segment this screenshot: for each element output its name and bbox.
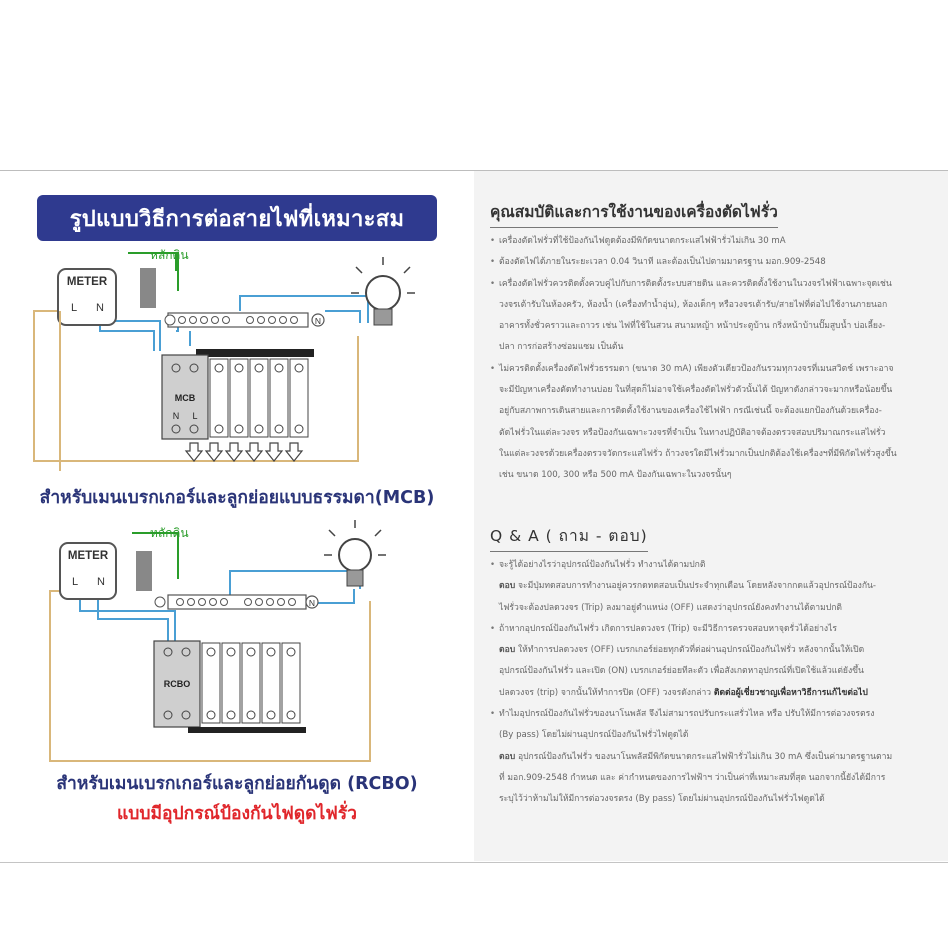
- ground-symbol-1: [165, 315, 175, 325]
- svg-text:N: N: [172, 411, 180, 421]
- caption-rcbo-sub: แบบมีอุปกรณ์ป้องกันไฟดูดไฟรั่ว: [117, 804, 357, 824]
- qa-answer: ตอบ ให้ทำการปลดวงจร (OFF) เบรกเกอร์ย่อยทุกตัวที่ต่อผ่านอุปกรณ์ป้องกันไฟรั่ว หลังจากนั้นให้เปิด: [499, 645, 865, 656]
- qa-answer-cont: อุปกรณ์ป้องกันไฟรั่ว และเปิด (ON) เบรกเกอร์ย่อยทีละตัว เพื่อสังเกตหาอุปกรณ์ที่เปิดใช้แล้วแต่ยังขึ้น: [499, 666, 864, 677]
- list-item-cont: อาคารทั้งชั่วคราวและถาวร เช่น ไฟที่ใช้ในสวน สนามหญ้า หน้าประตูบ้าน กริ่งหน้าบ้านปั๊มสูบน้ำ บ่อเลี้ยง-: [499, 321, 886, 332]
- qa-question: • จะรู้ได้อย่างไรว่าอุปกรณ์ป้องกันไฟรั่ว ทำงานได้ตามปกติ: [490, 555, 936, 576]
- diagram-mcb: [20, 248, 415, 481]
- section-qa-title: Q & A ( ถาม - ตอบ): [490, 523, 648, 552]
- terminal-bar-2: [168, 595, 306, 609]
- list-item: • เครื่องตัดไฟรั่วที่ใช้ป้องกันไฟดูดต้องมีพิกัดขนาดกระแสไฟฟ้ารั่วไม่เกิน 30 mA: [490, 231, 936, 252]
- list-item: • ต้องตัดไฟได้ภายในระยะเวลา 0.04 วินาที และต้องเป็นไปตามมาตรฐาน มอก.909-2548: [490, 252, 936, 273]
- svg-text:N: N: [314, 316, 322, 326]
- wiring-diagram-panel: [0, 171, 474, 861]
- list-item-cont: ในแต่ละวงจรด้วยเครื่องตรวจวัดกระแสไฟรั่ว ถ้าวงจรใดมีไฟรั่วมากเป็นปกติต้องใช้เครื่องฯที่มีพิกัดไฟรั่วสูงขึ้น: [499, 448, 897, 459]
- qa-answer-cont: ที่ มอก.909-2548 กำหนด และ ค่ากำหนดของการไฟฟ้าฯ ว่าเป็นค่าที่เหมาะสมที่สุด นอกจากนี้ยังได้มีการ: [499, 772, 886, 783]
- section-properties-title: คุณสมบัติและการใช้งานของเครื่องตัดไฟรั่ว: [490, 199, 778, 228]
- list-item-cont: จะมีปัญหาเครื่องตัดทำงานบ่อย ในที่สุดก็ไม่อาจใช้เครื่องตัดไฟรั่วตัวนั้นได้ ปัญหาดังกล่าวจะมากหรือน้อยขึ้น: [499, 385, 893, 396]
- qa-question-cont: (By pass) โดยไม่ผ่านอุปกรณ์ป้องกันไฟรั่วไฟดูดได้: [499, 730, 689, 741]
- busbar-1: [196, 349, 314, 357]
- qa-answer-emphasis: ติดต่อผู้เชี่ยวชาญเพื่อหาวิธีการแก้ไขต่อไป: [713, 687, 868, 698]
- meter-label-1: METER: [66, 276, 108, 288]
- meter-label-2: METER: [67, 550, 109, 562]
- qa-answer-cont: ปลดวงจร (trip) จากนั้นให้ทำการปิด (OFF) วงจรดังกล่าว ติดต่อผู้เชี่ยวชาญเพื่อหาวิธีการแก้ไขต่อไป: [499, 687, 868, 698]
- ground-rod-2: [136, 551, 152, 591]
- output-arrows-1: [186, 443, 302, 461]
- qa-question: • ถ้าหากอุปกรณ์ป้องกันไฟรั่ว เกิดการปลดวงจร (Trip) จะมีวิธีการตรวจสอบหาจุดรั่วได้อย่างไร: [490, 619, 936, 640]
- info-panel: [474, 171, 948, 861]
- qa-list: [490, 555, 936, 811]
- list-item: • ไม่ควรติดตั้งเครื่องตัดไฟรั่วธรรมดา (ขนาด 30 mA) เพียงตัวเดียวป้องกันรวมทุกวงจรที่เมนสวิตช์ เพราะอาจ: [490, 359, 936, 380]
- qa-answer: ตอบ จะมีปุ่มทดสอบการทำงานอยู่ควรกดทดสอบเป็นประจำทุกเดือน โดยหลังจากกดแล้วอุปกรณ์ป้องกัน-: [499, 581, 876, 592]
- svg-text:N: N: [97, 576, 105, 588]
- list-item: • เครื่องตัดไฟรั่วควรติดตั้งควบคู่ไปกับการติดตั้งระบบสายดิน และควรติดตั้งใช้งานในวงจรไฟฟ้าเฉพาะจุดเช่น: [490, 274, 936, 295]
- qa-question: • ทำไมอุปกรณ์ป้องกันไฟรั่วของนาโนพลัส จึงไม่สามารถปรับกระแสรั่วไหล หรือ ปรับให้มีการต่อวงจรตรง: [490, 704, 936, 725]
- qa-answer: ตอบ อุปกรณ์ป้องกันไฟรั่ว ของนาโนพลัสมีพิกัดขนาดกระแสไฟฟ้ารั่วไม่เกิน 30 mA ซึ่งเป็นค่ามาตรฐานตาม: [499, 751, 893, 762]
- qa-answer-cont: ระบุไว้ว่าห้ามไม่ให้มีการต่อวงจรตรง (By pass) โดยไม่ผ่านอุปกรณ์ป้องกันไฟรั่วไฟดูดได้: [499, 794, 825, 805]
- ground-label-1: หลักดิน: [150, 248, 189, 262]
- ground-rod-1: [140, 268, 156, 308]
- svg-text:N: N: [308, 598, 316, 608]
- list-item-cont: วงจรเต้ารับในห้องครัว, ห้องน้ำ (เครื่องทำน้ำอุ่น), ห้องเด็กๆ หรือวงจรเต้ารับ/สายไฟที่ต่อไปใช้งานภายนอก: [499, 299, 888, 310]
- bottom-divider: [0, 862, 948, 863]
- list-item-cont: ตัดไฟรั่วในแต่ละวงจร หรือป้องกันเฉพาะวงจรที่จำเป็น ในทางปฏิบัติอาจต้องตรวจสอบปริมาณกระแสไฟรั่ว: [499, 427, 886, 438]
- busbar-2: [188, 727, 306, 733]
- properties-list: [490, 231, 936, 487]
- list-item-cont: ปลา การก่อสร้างซ่อมแซม เป็นต้น: [499, 342, 624, 353]
- list-item-cont: เช่น ขนาด 100, 300 หรือ 500 mA ป้องกันเฉพาะในวงจรนั้นๆ: [499, 470, 732, 481]
- svg-text:L: L: [192, 411, 198, 421]
- wiring-title-banner: รูปแบบวิธีการต่อสายไฟที่เหมาะสม: [37, 195, 437, 241]
- wiring-diagrams: [0, 171, 474, 861]
- diagram-rcbo: [50, 520, 386, 761]
- meter-n-1: N: [96, 302, 104, 314]
- ground-label-2: หลักดิน: [150, 526, 189, 540]
- caption-mcb: สำหรับเมนเบรกเกอร์และลูกย่อยแบบธรรมดา(MCB): [39, 488, 435, 508]
- svg-text:L: L: [71, 576, 79, 588]
- breaker-label-mcb: MCB: [174, 393, 196, 403]
- caption-rcbo: สำหรับเมนเบรกเกอร์และลูกย่อยกันดูด (RCBO): [56, 774, 418, 794]
- list-item-cont: อยู่กับสภาพการเดินสายและการติดตั้งใช้งานของเครื่องใช้ไฟฟ้า กรณีเช่นนี้ จะต้องแยกป้องกันด้วยเครื่อง-: [499, 406, 882, 417]
- meter-l-1: L: [70, 302, 78, 314]
- lamp-icon-2: [324, 520, 386, 586]
- breaker-label-rcbo: RCBO: [163, 679, 191, 689]
- qa-answer-cont: ไฟรั่วจะต้องปลดวงจร (Trip) ลงมาอยู่ตำแหน่ง (OFF) แสดงว่าอุปกรณ์ยังคงทำงานได้ตามปกติ: [499, 602, 842, 613]
